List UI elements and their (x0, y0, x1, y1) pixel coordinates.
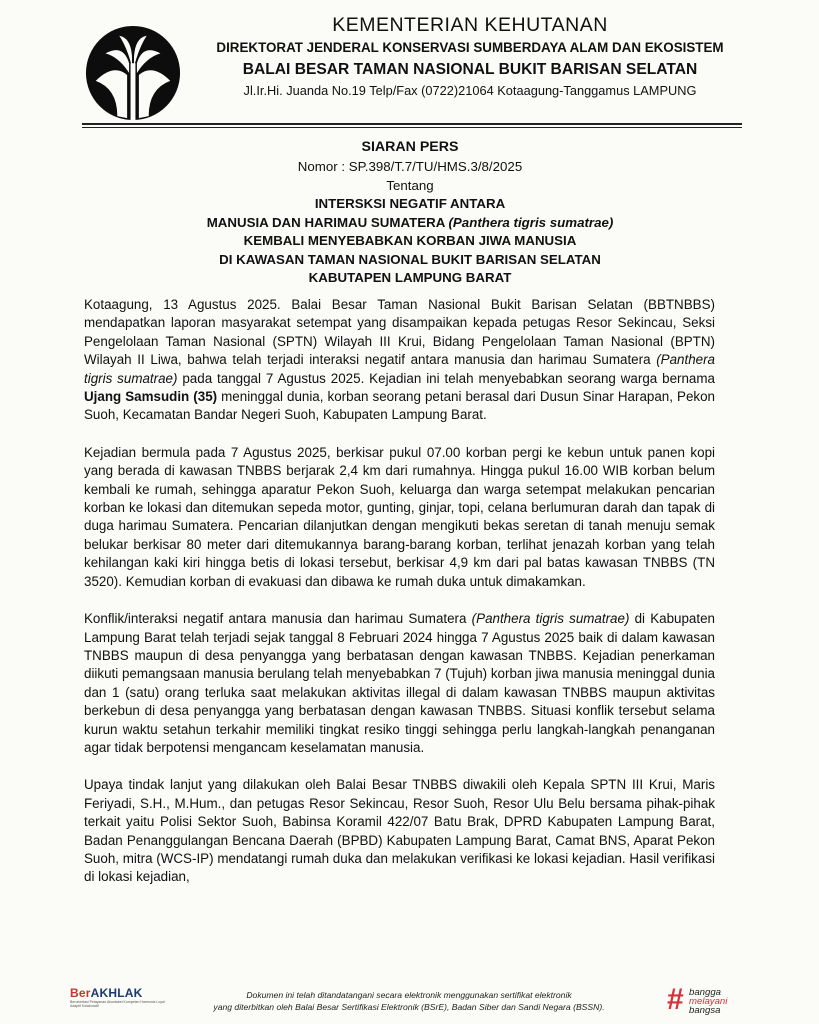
bm-line-3: bangsa (689, 1005, 721, 1016)
release-heading: SIARAN PERS (361, 139, 459, 155)
p1-victim-name: Ujang Samsudin (35) (84, 389, 218, 405)
paragraph-1 (84, 296, 715, 425)
title-line-1: INTERSKSI NEGATIF ANTARA (314, 196, 506, 211)
directorate-name: DIREKTORAT JENDERAL KONSERVASI SUMBERDAYA ALAM DAN EKOSISTEM (216, 40, 724, 55)
title-line-4: DI KAWASAN TAMAN NASIONAL BUKIT BARISAN SELATAN (219, 251, 601, 267)
bm-line-2: melayani (689, 996, 728, 1007)
title-line-3: KEMBALI MENYEBABKAN KORBAN JIWA MANUSIA (243, 233, 577, 248)
title-line-2 (84, 214, 736, 233)
title-species: (Panthera tigris sumatrae) (448, 214, 614, 230)
hash-icon: # (667, 983, 684, 1016)
notice-line-1: Dokumen ini telah ditandatangani secara elektronik menggunakan sertifikat elektronik (246, 990, 572, 1000)
release-about: Tentang (386, 177, 434, 193)
e-signature-notice (190, 989, 628, 1013)
p3-text-a: Konflik/interaksi negatif antara manusia dan harimau Sumatera (84, 611, 472, 627)
release-body (84, 296, 715, 906)
bangga-melayani-logo (667, 984, 747, 1018)
p1-species: (Panthera tigris sumatrae) (84, 352, 715, 386)
title-line-5: KABUTAPEN LAMPUNG BARAT (308, 270, 512, 285)
bm-line-1: bangga (689, 987, 722, 998)
office-address: Jl.Ir.Hi. Juanda No.19 Telp/Fax (0722)21064 Kotaagung-Tanggamus LAMPUNG (243, 83, 697, 98)
bangga-melayani-text (689, 988, 727, 1015)
office-name: BALAI BESAR TAMAN NASIONAL BUKIT BARISAN SELATAN (242, 61, 698, 78)
ministry-name: KEMENTERIAN KEHUTANAN (332, 14, 608, 36)
letterhead (190, 12, 750, 99)
letterhead-divider-thin (82, 127, 742, 128)
notice-line-2: yang diterbitkan oleh Balai Besar Sertifikasi Elektronik (BSrE), Badan Siber dan Sandi Negara (BSSN). (213, 1002, 605, 1012)
paragraph-4: Upaya tindak lanjut yang dilakukan oleh Balai Besar TNBBS diwakili oleh Kepala SPTN III Krui, Maris Feriyadi, S.H., M.Hum., dan petugas Resor Sekincau, Resor Suoh, Resor Ulu Belu bersama pihak-pihak terkait yaitu Polisi Sektor Suoh, Babinsa Koramil 422/07 Batu Brak, DPRD Kabupaten Lampung Barat, Badan Penanggulangan Bencana Daerah (BPBD) Kabupaten Lampung Barat, Camat BNS, Aparat Pekon Suoh, mitra (WCS-IP) mendatangi rumah duka dan melakukan verifikasi ke lokasi kejadian. Hasil verifikasi di lokasi kejadian, (84, 777, 715, 885)
release-title-block (84, 136, 736, 288)
p3-species: (Panthera tigris sumatrae) (471, 611, 630, 627)
release-number: Nomor : SP.398/T.7/TU/HMS.3/8/2025 (297, 159, 523, 174)
berakhlak-akhlak: AKHLAK (90, 986, 143, 1000)
berakhlak-wordmark (70, 986, 170, 1000)
p1-text-c: meninggal dunia, korban seorang petani berasal dari Dusun Sinar Harapan, Pekon Suoh, Kecamatan Bandar Negeri Suoh, Kabupaten Lampung Barat. (84, 389, 715, 423)
p3-text-b: di Kabupaten Lampung Barat telah terjadi sejak tanggal 8 Februari 2024 hingga 7 Agustus 2025 baik di dalam kawasan TNBBS maupun di desa penyangga yang berbatasan dengan kawasan TNBBS. Kejadian penerkaman diikuti pemangsaan manusia berulang telah menyebabkan 7 (Tujuh) korban jiwa manusia meninggal dunia dan 1 (satu) orang terluka saat melakukan aktivitas illegal di dalam kawasan TNBBS maupun aktivitas berkebun di desa penyangga yang berbatasan dengan kawasan TNBBS. Situasi konflik tersebut selama kurun waktu setahun terkahir memiliki tingkat resiko tinggi sehingga perlu langkah-langkah penanganan agar tidak berpotensi mengancam keselamatan manusia. (84, 611, 715, 755)
paragraph-3 (84, 610, 715, 757)
letterhead-divider (82, 123, 742, 125)
title-line-2-text: MANUSIA DAN HARIMAU SUMATERA (206, 214, 449, 230)
paragraph-2: Kejadian bermula pada 7 Agustus 2025, berkisar pukul 07.00 korban pergi ke kebun untuk panen kopi yang berada di kawasan TNBBS berjarak 2,4 km dari rumahnya. Hingga pukul 16.00 WIB korban belum kembali ke rumah, sehingga aparatur Pekon Suoh, keluarga dan warga setempat melakukan pencarian korban ke lokasi dan ditemukan sepeda motor, gunting, ginjar, topi, celana berlumuran darah dan tapak di duga harimau Sumatera. Pencarian dilanjutkan dengan mengikuti bekas seretan di tanah menuju semak belukar berkisar 80 meter dari ditemukannya barang-barang korban, terlihat jenazah korban yang telah kehilangan kaki kiri hingga betis di lokasi tersebut, berkisar 4,9 km dari pal batas kawasan TNBBS (TN 3520). Kemudian korban di evakuasi dan dibawa ke rumah duka untuk dimakamkan. (84, 444, 715, 589)
berakhlak-ber: Ber (70, 986, 91, 1000)
ministry-tree-logo-icon (84, 24, 182, 122)
berakhlak-subtitle: Berorientasi Pelayanan Akuntabel Kompeten Harmonis Loyal Adaptif Kolaboratif (70, 1000, 165, 1008)
berakhlak-logo (70, 986, 170, 1008)
p1-text-b: pada tanggal 7 Agustus 2025. Kejadian ini telah menyebabkan seorang warga bernama (177, 370, 715, 386)
p1-text-a: Kotaagung, 13 Agustus 2025. Balai Besar Taman Nasional Bukit Barisan Selatan (BBTNBBS) mendapatkan laporan masyarakat setempat yang disampaikan kepada petugas Resor Sekincau, Seksi Pengelolaan Taman Nasional (SPTN) Wilayah III Krui, Bidang Pengelolaan Taman Nasional (BPTN) Wilayah II Liwa, bahwa telah terjadi interaksi negatif antara manusia dan harimau Sumatera (84, 297, 715, 368)
